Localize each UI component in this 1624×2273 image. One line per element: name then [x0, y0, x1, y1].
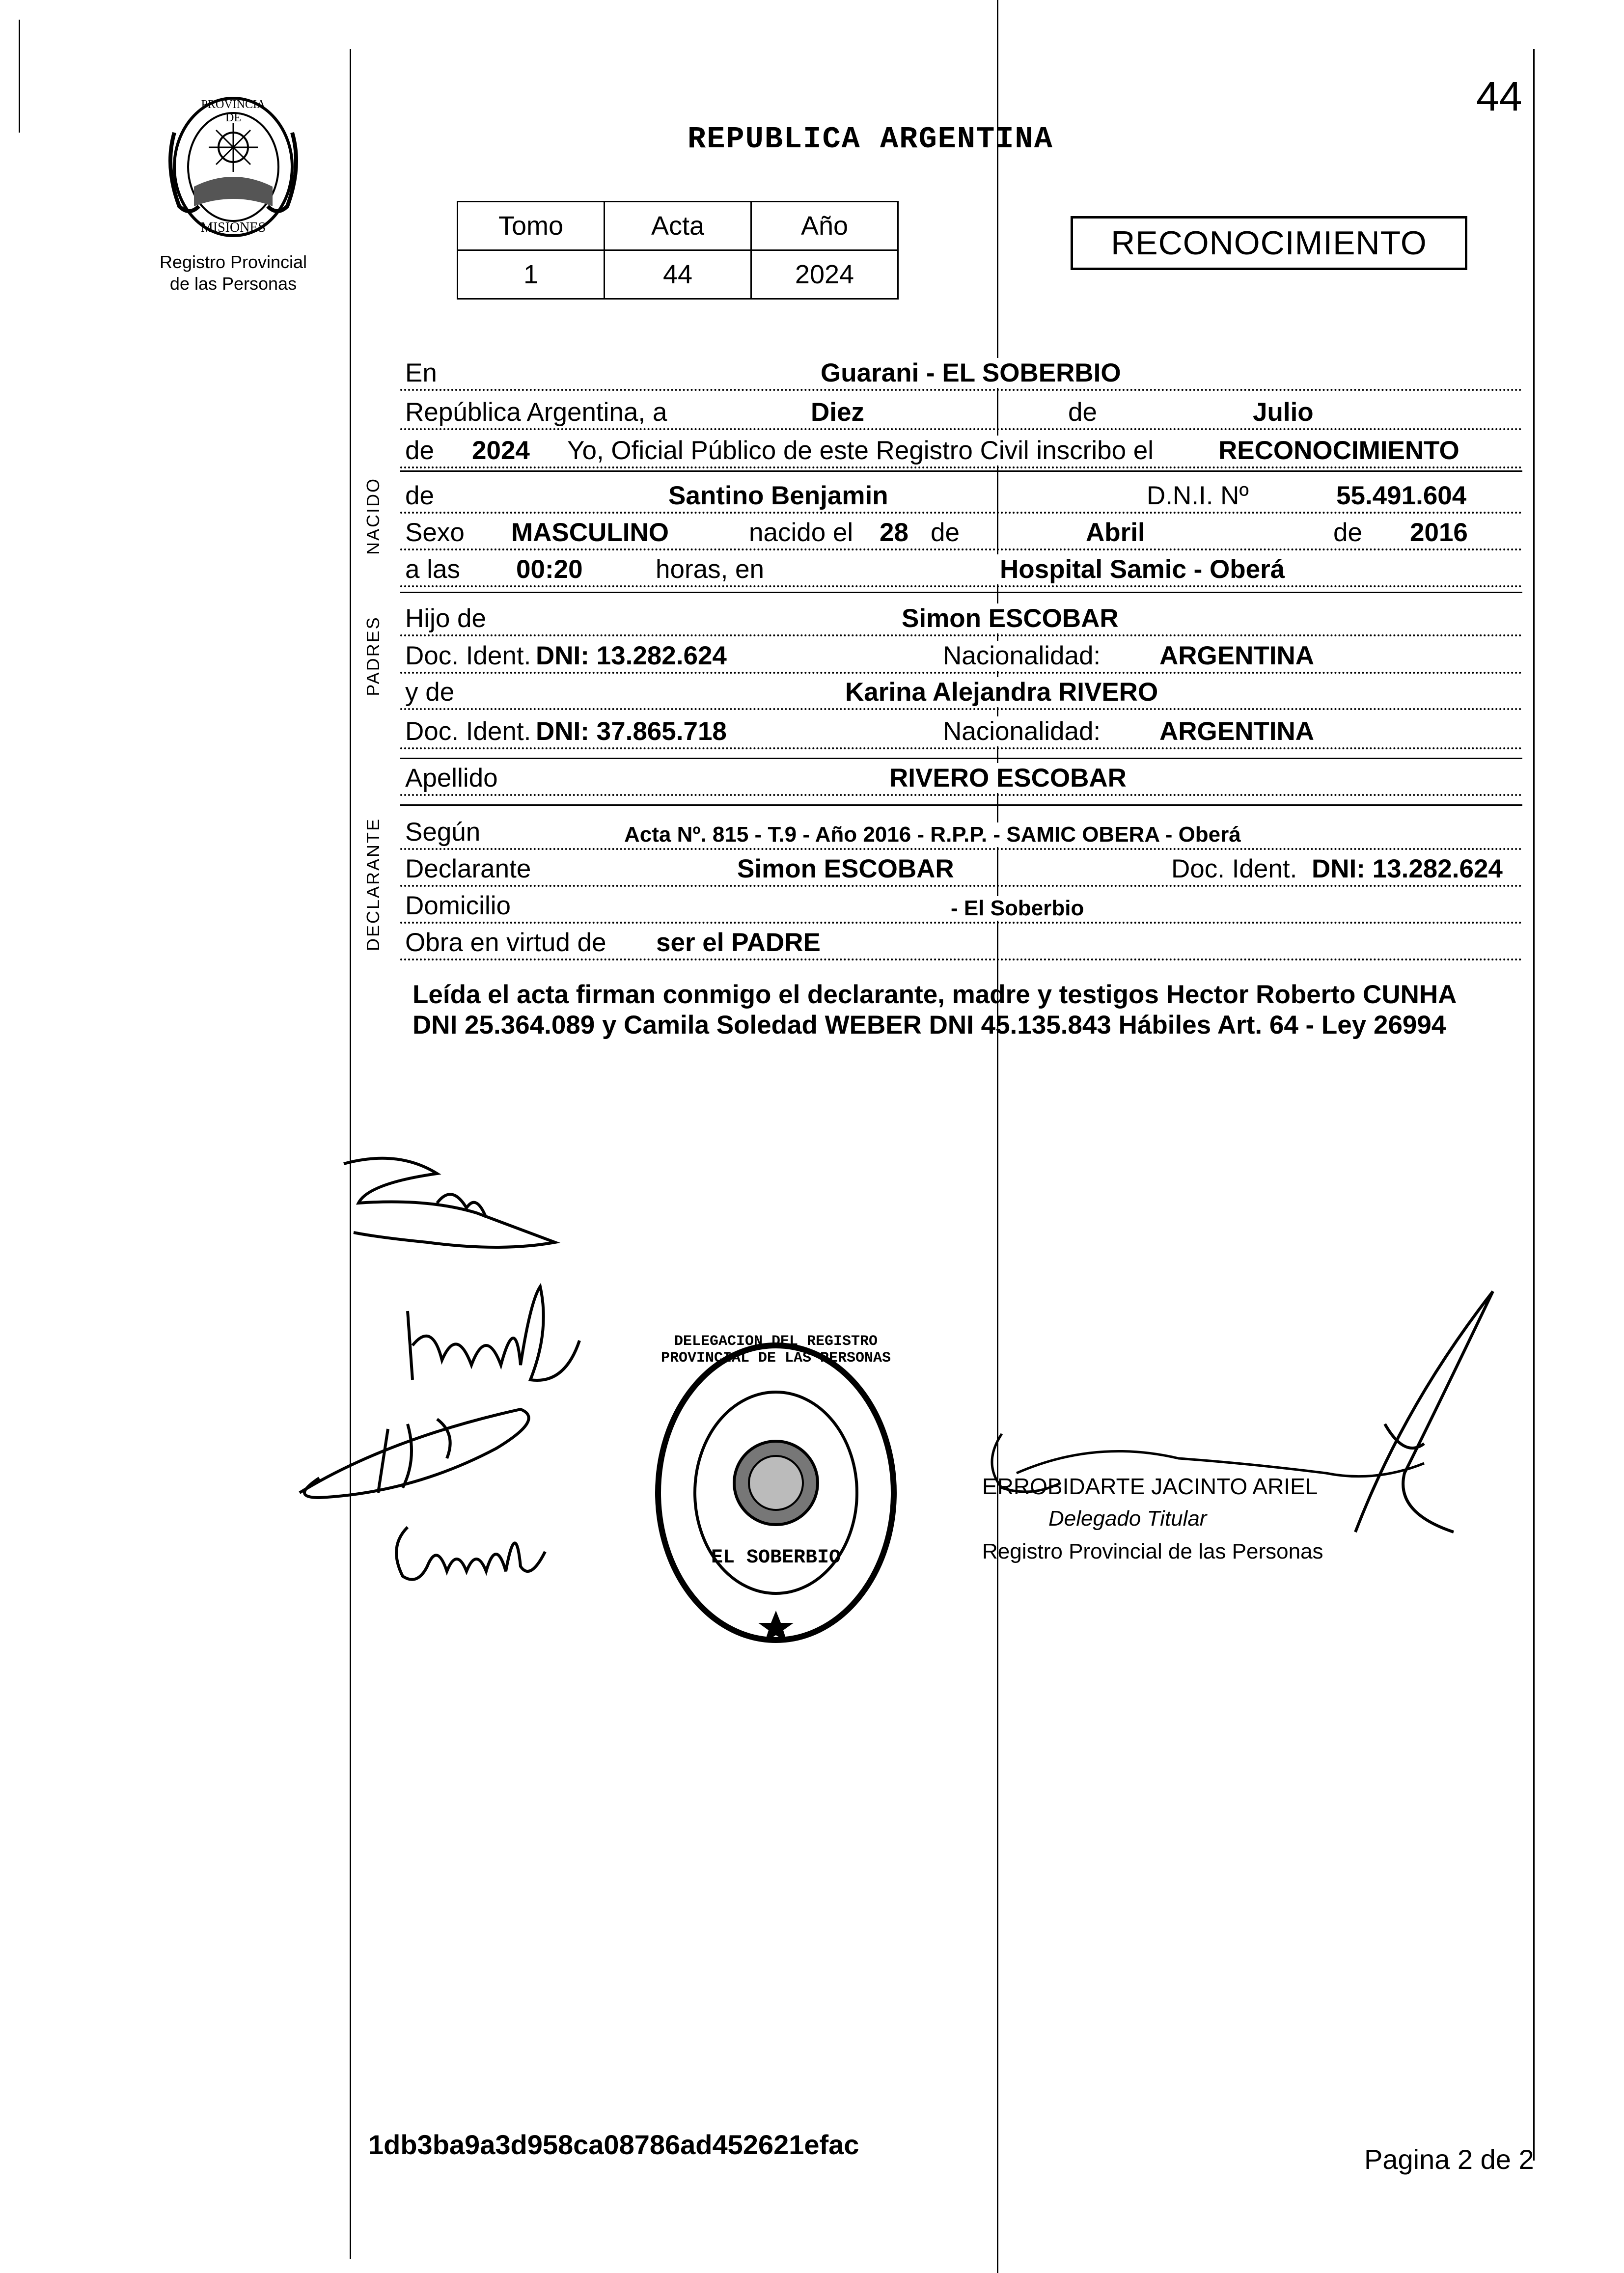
document-title: REPUBLICA ARGENTINA: [688, 122, 1053, 157]
signature-official: [972, 1277, 1522, 1542]
birth-month: Abril: [1083, 518, 1148, 548]
fold-line: [997, 0, 998, 2273]
registry-name-line1: Registro Provincial: [159, 252, 307, 272]
de-label-1: de: [1068, 397, 1099, 427]
signature-declarante: [339, 1144, 565, 1277]
declarante-label: Declarante: [405, 854, 533, 884]
father-nat-label: Nacionalidad:: [943, 641, 1102, 671]
closing-statement: Leída el acta firman conmigo el declarante, madre y testigos Hector Roberto CUNHA DNI 25.364.089 y Camila Soledad WEBER DNI 45.135.843 Hábiles Art. 64 - Ley 26994: [413, 980, 1456, 1040]
mother-nat-label: Nacionalidad:: [943, 716, 1102, 746]
separator-nacido-bottom: [400, 592, 1522, 593]
row-nacido-name: [400, 476, 1522, 514]
segun-label: Según: [405, 817, 482, 847]
horas-label: horas, en: [656, 554, 766, 584]
year-value: 2024: [469, 436, 533, 466]
row-domicilio: [400, 886, 1522, 924]
registry-name-line2: de las Personas: [169, 274, 297, 294]
section-label-nacido: NACIDO: [363, 477, 383, 555]
page-number: 44: [1476, 73, 1522, 119]
republica-label: República Argentina, a: [405, 397, 669, 427]
child-name: Santino Benjamin: [665, 481, 891, 511]
birth-place: Hospital Samic - Oberá: [997, 554, 1288, 584]
registry-stamp: [648, 1333, 904, 1650]
month-value: Julio: [1250, 397, 1317, 427]
row-apellido: [400, 759, 1522, 796]
obra-value: ser el PADRE: [653, 928, 824, 958]
stamp-inner-text: EL SOBERBIO: [711, 1547, 841, 1569]
y-de-label: y de: [405, 677, 456, 707]
row-sexo: [400, 513, 1522, 550]
mother-doc: DNI: 37.865.718: [533, 716, 730, 746]
emblem-seal-top: PROVINCIA DE: [201, 98, 266, 124]
en-label: En: [405, 358, 439, 388]
official-title: Delegado Titular: [1048, 1506, 1207, 1531]
domicilio-label: Domicilio: [405, 891, 513, 921]
document-hash: 1db3ba9a3d958ca08786ad452621efac: [368, 2129, 859, 2160]
mother-doc-label: Doc. Ident.: [405, 716, 533, 746]
declarante-doc-label: Doc. Ident.: [1171, 854, 1299, 884]
row-segun: [400, 813, 1522, 850]
row-year: [400, 431, 1522, 468]
row-declarante: [400, 849, 1522, 887]
table-value-acta: 44: [605, 250, 751, 299]
act-value: RECONOCIMIENTO: [1215, 436, 1462, 466]
de-label: de: [405, 481, 436, 511]
birth-year: 2016: [1407, 518, 1471, 548]
declarante-doc: DNI: 13.282.624: [1309, 854, 1506, 884]
table-header-ano: Año: [751, 202, 898, 250]
right-margin-line: [1533, 49, 1535, 2161]
row-hijo-de: [400, 599, 1522, 636]
father-nationality: ARGENTINA: [1156, 641, 1317, 671]
row-father-doc: [400, 636, 1522, 674]
row-obra: [400, 923, 1522, 960]
declarante-name: Simon ESCOBAR: [734, 854, 957, 884]
table-value-ano: 2024: [751, 250, 898, 299]
table-header-acta: Acta: [605, 202, 751, 250]
row-hora: [400, 550, 1522, 587]
left-margin-line: [19, 20, 20, 133]
father-doc: DNI: 13.282.624: [533, 641, 730, 671]
de-label-2: de: [405, 436, 436, 466]
province-emblem: [160, 93, 307, 241]
domicilio-value: - El Soberbio: [948, 896, 1087, 921]
official-office: Registro Provincial de las Personas: [982, 1539, 1323, 1563]
father-name: Simon ESCOBAR: [899, 603, 1122, 633]
row-en: [400, 354, 1522, 391]
a-las-label: a las: [405, 554, 462, 584]
emblem-seal-bottom: MISIONES: [200, 220, 266, 235]
act-type-box: RECONOCIMIENTO: [1071, 216, 1467, 270]
apellido-value: RIVERO ESCOBAR: [886, 763, 1129, 793]
segun-value: Acta Nº. 815 - T.9 - Año 2016 - R.P.P. - SAMIC OBERA - Oberá: [621, 822, 1244, 847]
stamp-outer-text: DELEGACION DEL REGISTRO PROVINCIAL DE LAS PERSONAS: [661, 1333, 891, 1367]
section-label-padres: PADRES: [363, 616, 383, 696]
table-value-tomo: 1: [458, 250, 605, 299]
row-mother-doc: [400, 712, 1522, 749]
row-republica: [400, 393, 1522, 430]
mother-name: Karina Alejandra RIVERO: [842, 677, 1161, 707]
child-dni: 55.491.604: [1333, 481, 1469, 511]
day-value: Diez: [808, 397, 867, 427]
row-y-de: [400, 673, 1522, 710]
table-header-tomo: Tomo: [458, 202, 605, 250]
nacido-el-label: nacido el: [749, 518, 855, 548]
hijo-label: Hijo de: [405, 603, 488, 633]
signature-testigo-2: [383, 1507, 560, 1596]
de-label-birth-2: de: [1333, 518, 1364, 548]
official-name: ERROBIDARTE JACINTO ARIEL: [982, 1474, 1318, 1499]
de-label-birth: de: [931, 518, 962, 548]
tomo-acta-ano-table: [457, 201, 899, 300]
dni-label: D.N.I. Nº: [1147, 481, 1251, 511]
sexo-label: Sexo: [405, 518, 467, 548]
birth-day: 28: [877, 518, 911, 548]
signature-testigo-1: [290, 1380, 545, 1507]
separator-nacido-top: [400, 470, 1522, 472]
pagination: Pagina 2 de 2: [1364, 2144, 1534, 2175]
mother-nationality: ARGENTINA: [1156, 716, 1317, 746]
apellido-label: Apellido: [405, 763, 500, 793]
place-value: Guarani - EL SOBERBIO: [818, 358, 1124, 388]
sexo-value: MASCULINO: [508, 518, 672, 548]
separator-apellido-bottom: [400, 804, 1522, 806]
obra-label: Obra en virtud de: [405, 928, 608, 958]
yo-text: Yo, Oficial Público de este Registro Civil inscribo el: [567, 436, 1156, 466]
section-label-declarante: DECLARANTE: [363, 817, 383, 952]
birth-time: 00:20: [513, 554, 586, 584]
father-doc-label: Doc. Ident.: [405, 641, 533, 671]
